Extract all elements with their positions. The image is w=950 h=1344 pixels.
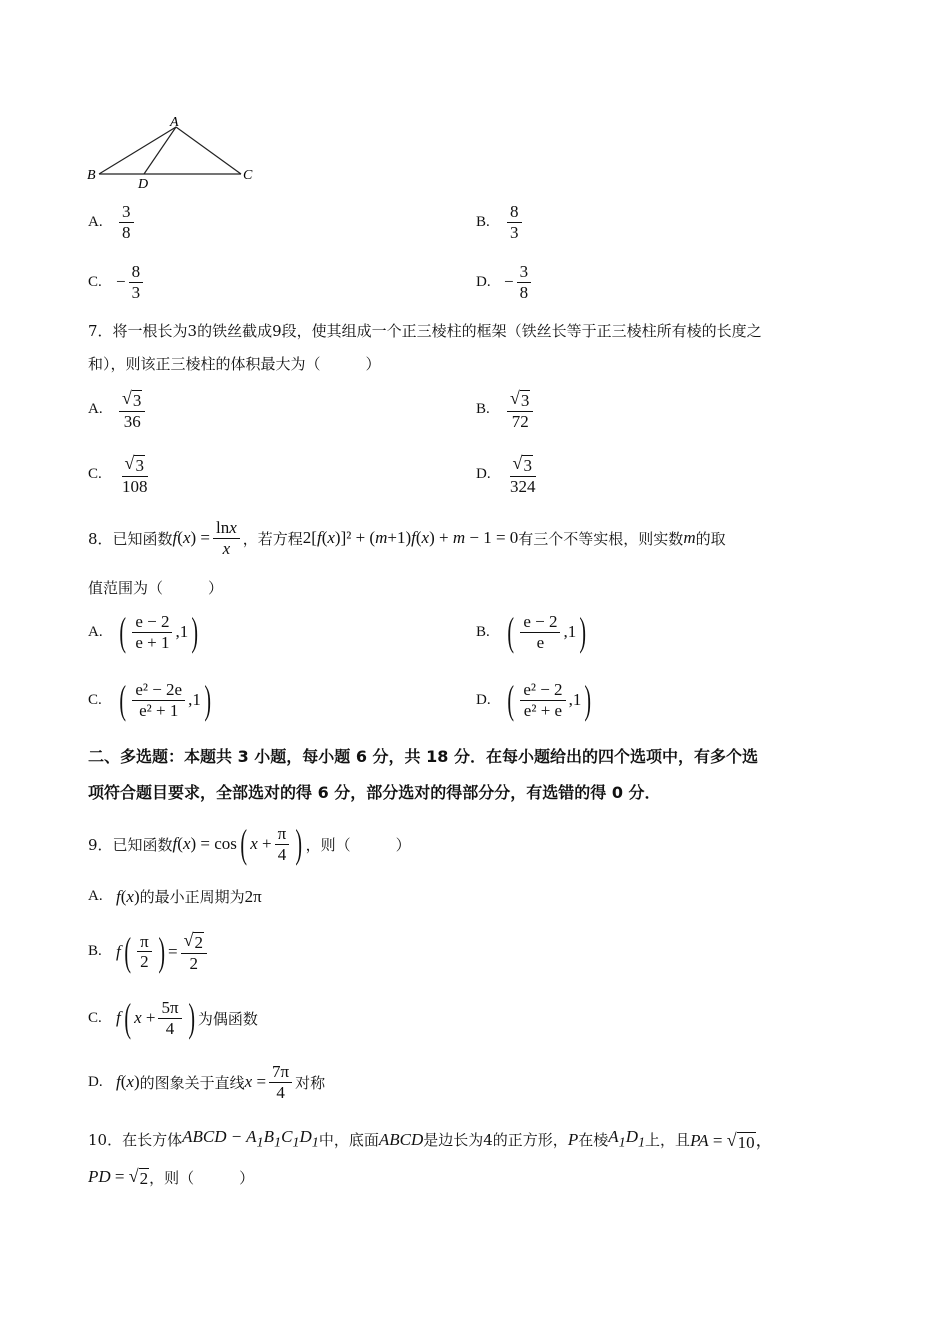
q8-suffix: 有三个不等实根，则实数 xyxy=(518,529,684,548)
q9-stem xyxy=(88,821,411,867)
right-paren: ) xyxy=(204,677,211,723)
denominator: 3 xyxy=(131,282,141,302)
point-p: P xyxy=(567,1129,579,1149)
option-label: B. xyxy=(476,401,490,418)
numerator: e − 2 xyxy=(520,612,560,633)
q10-line1 xyxy=(88,1126,773,1153)
q8-prefix: 8．已知函数 xyxy=(88,529,173,548)
q8-suffix2: 的取 xyxy=(695,529,726,548)
vertex-c-label: C xyxy=(243,168,253,183)
option-text: 的最小正周期为 xyxy=(139,888,245,906)
q9-option-c[interactable] xyxy=(88,995,258,1041)
section2-heading-line1: 二、多选题：本题共 3 小题，每小题 6 分，共 18 分．在每小题给出的四个选项中，有多个选 xyxy=(88,747,758,766)
sqrt: √ 3 xyxy=(512,453,532,475)
q7-line2: 和），则该正三棱柱的体积最大为（ ） xyxy=(88,355,381,373)
left-paren: ( xyxy=(119,677,126,723)
option-label: A. xyxy=(88,623,103,640)
minus-sign: − xyxy=(116,272,126,292)
fraction: $\frac{\ln x}{x}$ xyxy=(213,518,240,558)
q10-text2: 是边长为4的正方形， xyxy=(423,1131,568,1149)
option-label: C. xyxy=(88,466,102,483)
fraction xyxy=(507,453,539,496)
q10-text3: 在棱 xyxy=(578,1131,609,1149)
numerator: e² − 2e xyxy=(132,680,185,701)
fraction xyxy=(132,680,185,720)
right-paren: ) xyxy=(584,677,592,723)
f-of-x: f(x) xyxy=(116,1072,140,1092)
right-paren: ) xyxy=(579,609,587,655)
option-label: C. xyxy=(88,273,102,290)
interval-end: ,1 xyxy=(568,690,582,710)
denominator: 8 xyxy=(519,282,529,302)
fraction xyxy=(119,202,134,242)
radicand: 3 xyxy=(135,456,144,475)
fraction: $\frac{7\pi}{4}$ xyxy=(269,1062,292,1102)
q8-var-m: m xyxy=(683,528,696,548)
q10-text1: 中，底面 xyxy=(318,1131,379,1149)
denominator: 108 xyxy=(122,476,148,496)
vertex-b-label: B xyxy=(87,168,96,183)
minus-sign: − xyxy=(504,272,514,292)
f-of-x: f(x) xyxy=(116,886,140,906)
sqrt: √ 3 xyxy=(124,453,144,475)
option-label: D. xyxy=(88,1073,103,1090)
q9-suffix: ，则（ ） xyxy=(305,835,411,854)
fraction: $\frac{\pi}{4}$ xyxy=(275,824,290,864)
interval-end: ,1 xyxy=(188,690,201,710)
option-label: B. xyxy=(88,943,102,960)
pd-eq: PD = √ 2 xyxy=(88,1166,149,1188)
left-paren: ( xyxy=(124,928,131,974)
fraction xyxy=(119,453,151,496)
q8-line1 xyxy=(88,518,726,558)
q6-option-b[interactable] xyxy=(476,202,525,242)
interval-end: ,1 xyxy=(175,622,189,642)
q8-option-d[interactable] xyxy=(476,677,595,723)
fraction xyxy=(520,680,565,720)
cuboid-name: ABCD − $A_1B_1C_1D_1$ xyxy=(182,1127,319,1151)
option-label: D. xyxy=(476,466,491,483)
fraction xyxy=(517,262,532,302)
left-paren: ( xyxy=(124,995,131,1041)
numerator: 8 xyxy=(507,202,522,223)
pa-eq: PA = √ 10 ， xyxy=(690,1130,773,1152)
option-label: B. xyxy=(476,623,490,640)
fraction: $\frac{\pi}{2}$ xyxy=(137,932,152,972)
q10-line2-tail: ，则（ ） xyxy=(149,1169,255,1187)
vertex-a-label: A xyxy=(170,115,179,130)
right-paren: ) xyxy=(157,928,165,974)
fraction xyxy=(132,612,172,652)
numerator: 3 xyxy=(517,262,532,283)
option-text: 的图象关于直线 xyxy=(139,1073,245,1092)
segment-ad xyxy=(144,127,176,174)
q8-mid: ，若方程 xyxy=(242,529,303,548)
denominator: 324 xyxy=(510,476,536,496)
denominator: 8 xyxy=(122,222,131,242)
denominator: 3 xyxy=(510,222,519,242)
radicand: 3 xyxy=(520,391,530,410)
fraction: √ 2 2 xyxy=(181,930,207,973)
numerator: e² − 2 xyxy=(520,680,565,701)
denominator: e² + 1 xyxy=(139,700,179,720)
q6-option-a[interactable] xyxy=(88,202,137,242)
q6-option-c[interactable] xyxy=(88,262,146,302)
option-label: C. xyxy=(88,691,102,708)
q9-function-def: f(x) = cos xyxy=(172,834,237,854)
left-paren: ( xyxy=(240,821,247,867)
option-label: D. xyxy=(476,273,491,290)
fraction xyxy=(507,202,522,242)
denominator: e² + e xyxy=(523,700,563,720)
option-label: A. xyxy=(88,213,103,230)
interval-end: ,1 xyxy=(563,622,577,642)
denominator: 72 xyxy=(511,411,529,431)
numerator: 8 xyxy=(129,262,144,283)
q8-option-b[interactable] xyxy=(476,609,590,655)
f-symbol: f xyxy=(116,1008,121,1028)
option-tail: 对称 xyxy=(295,1073,326,1092)
q8-line2: 值范围为（ ） xyxy=(88,579,224,597)
sqrt: √ 3 xyxy=(510,388,530,410)
var-x: x + xyxy=(250,834,272,854)
q7-line1: 7．将一根长为3的铁丝截成9段，使其组成一个正三棱柱的框架（铁丝长等于正三棱柱所有棱的长度之 xyxy=(88,322,762,340)
option-label: D. xyxy=(476,691,491,708)
sqrt: √ 3 xyxy=(122,388,142,410)
q6-option-d[interactable] xyxy=(476,262,534,302)
left-paren: ( xyxy=(507,677,514,723)
q8-function-def: f(x) = xyxy=(172,528,210,548)
q8-option-c[interactable] xyxy=(88,677,214,723)
q7-option-a[interactable] xyxy=(88,388,148,431)
q7-option-c[interactable] xyxy=(88,453,154,496)
edge-a1d1: $A_1D_1$ xyxy=(608,1127,646,1151)
q7-option-b[interactable] xyxy=(476,388,536,431)
side-ab xyxy=(99,127,176,174)
q10-line2 xyxy=(88,1166,254,1189)
var-x: x + xyxy=(134,1008,156,1028)
left-paren: ( xyxy=(119,609,126,655)
numerator: 3 xyxy=(119,202,134,223)
right-paren: ) xyxy=(191,609,199,655)
radicand: 3 xyxy=(523,456,532,475)
q8-option-a[interactable] xyxy=(88,609,202,655)
fraction xyxy=(129,262,144,302)
q9-option-a[interactable] xyxy=(88,886,262,907)
q10-prefix: 10．在长方体 xyxy=(88,1131,183,1149)
base-name: ABCD xyxy=(378,1129,424,1149)
denominator: e + 1 xyxy=(135,632,170,652)
radicand: 3 xyxy=(132,391,142,410)
fraction xyxy=(520,612,560,652)
equals: = xyxy=(167,941,178,961)
option-label: A. xyxy=(88,888,103,904)
option-label: C. xyxy=(88,1009,102,1026)
q9-prefix: 9．已知函数 xyxy=(88,835,173,854)
denominator: e xyxy=(536,632,545,652)
q9-option-d[interactable] xyxy=(88,1062,325,1102)
option-text: 为偶函数 xyxy=(197,1009,258,1028)
q10-text4: 上，且 xyxy=(645,1131,691,1149)
fraction xyxy=(507,388,533,431)
right-paren: ) xyxy=(295,821,303,867)
fraction xyxy=(119,388,145,431)
numerator: e − 2 xyxy=(132,612,172,633)
section2-heading-line2: 项符合题目要求，全部选对的得 6 分，部分选对的得部分分，有选错的得 0 分． xyxy=(88,783,661,802)
left-paren: ( xyxy=(507,609,514,655)
q8-equation: 2[f(x)]² + (m+1)f(x) + m − 1 = 0 xyxy=(302,528,519,548)
right-paren: ) xyxy=(187,995,195,1041)
vertex-d-label: D xyxy=(138,177,149,192)
option-label: B. xyxy=(476,213,490,230)
q7-option-d[interactable] xyxy=(476,453,542,496)
fraction: $\frac{5\pi}{4}$ xyxy=(158,998,181,1038)
denominator: 36 xyxy=(123,411,141,431)
option-label: A. xyxy=(88,401,103,418)
triangle-figure xyxy=(84,112,264,192)
side-ac xyxy=(176,127,241,174)
f-symbol: f xyxy=(116,941,121,961)
line-eq: x = xyxy=(244,1072,267,1092)
q9-option-b[interactable] xyxy=(88,930,210,973)
option-value: 2π xyxy=(244,886,262,906)
